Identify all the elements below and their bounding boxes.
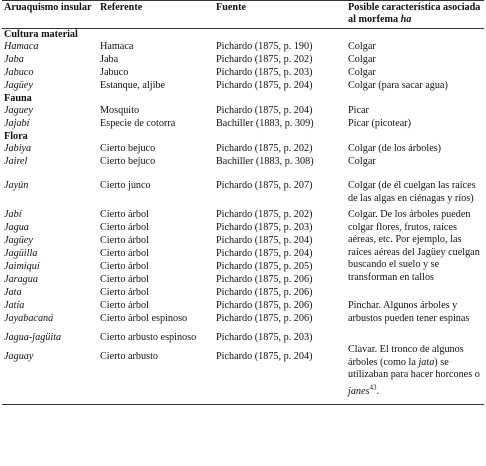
referent-cell: Cierto árbol <box>100 300 149 311</box>
source-cell: Pichardo (1875, p. 202) <box>216 54 313 65</box>
source-cell: Bachiller (1883, p. 309) <box>216 118 314 129</box>
source-cell: Pichardo (1875, p. 206) <box>216 300 313 311</box>
source-cell: Pichardo (1875, p. 205) <box>216 261 313 272</box>
table-row <box>2 67 484 80</box>
term-cell: Jagüilla <box>4 248 38 259</box>
table-row <box>2 209 484 222</box>
feature-cell: Pinchar. Algunos árboles y arbustos pueden tener espinas <box>348 300 470 324</box>
header-term: Aruaquismo insular <box>2 1 98 29</box>
table-row <box>2 169 484 209</box>
table-row <box>2 300 484 313</box>
header-referent: Referente <box>98 1 214 29</box>
table-row <box>2 326 484 344</box>
referent-cell: Cierto árbol <box>100 274 149 285</box>
section-title: Flora <box>4 131 28 142</box>
table-row <box>2 54 484 67</box>
referent-cell: Jabuco <box>100 67 129 78</box>
source-cell: Pichardo (1875, p. 203) <box>216 222 313 233</box>
referent-cell: Hamaca <box>100 41 134 52</box>
source-cell: Pichardo (1875, p. 204) <box>216 105 313 116</box>
source-cell: Pichardo (1875, p. 204) <box>216 235 313 246</box>
referent-cell: Cierto árbol espinoso <box>100 313 188 324</box>
source-cell: Pichardo (1875, p. 206) <box>216 274 313 285</box>
term-cell: Jatía <box>4 300 25 311</box>
source-cell: Pichardo (1875, p. 202) <box>216 143 313 154</box>
feature-cell: Colgar (de él cuelgan las raíces de las algas en ciénagas y ríos) <box>348 180 476 204</box>
term-cell: Jaguay <box>4 351 34 362</box>
term-cell: Hamaca <box>4 41 39 52</box>
term-cell: Jagua <box>4 222 29 233</box>
referent-cell: Cierto árbol <box>100 287 149 298</box>
source-cell: Pichardo (1875, p. 204) <box>216 351 313 362</box>
feature-cell: Colgar <box>348 156 376 167</box>
source-cell: Pichardo (1875, p. 204) <box>216 80 313 91</box>
term-cell: Jajabí <box>4 118 30 129</box>
header-feature <box>346 1 484 29</box>
source-cell: Pichardo (1875, p. 204) <box>216 248 313 259</box>
referent-cell: Cierto bejuco <box>100 156 156 167</box>
table-row <box>2 80 484 93</box>
table-row <box>2 156 484 169</box>
term-cell: Jagüey <box>4 235 33 246</box>
term-cell: Jabiya <box>4 143 32 154</box>
table-row <box>2 118 484 131</box>
referent-cell: Cierto árbol <box>100 248 149 259</box>
referent-cell: Cierto junco <box>100 180 151 191</box>
term-cell: Jaimiquí <box>4 261 40 272</box>
feature-cell <box>346 344 484 405</box>
feature-cell: Picar (picotear) <box>348 118 412 129</box>
term-cell: Jabí <box>4 209 22 220</box>
term-cell: Jayabacaná <box>4 313 54 324</box>
term-cell: Jaguey <box>4 105 33 116</box>
feature-cell: Picar <box>348 105 369 116</box>
referent-cell: Cierto bejuco <box>100 143 156 154</box>
feature-cell: Colgar (para sacar agua) <box>348 80 448 91</box>
section-header-row <box>2 131 484 143</box>
referent-cell: Cierto árbol <box>100 261 149 272</box>
feature-cell-empty <box>346 326 484 344</box>
source-cell: Pichardo (1875, p. 207) <box>216 180 313 191</box>
term-cell: Jairel <box>4 156 28 167</box>
referent-cell: Cierto árbol <box>100 209 149 220</box>
feature-cell: Colgar. De los árboles pueden colgar flores, frutos, raíces aéreas, etc. Por ejemplo, las raíces aéreas del Jagüey cuelgan buscando el suelo y se transforman en tallos <box>348 209 480 283</box>
term-cell: Jaragua <box>4 274 38 285</box>
term-cell: Jayún <box>4 180 29 191</box>
referent-cell: Estanque, aljibe <box>100 80 166 91</box>
referent-cell: Cierto arbusto espinoso <box>100 332 197 343</box>
feature-cell: Colgar <box>348 67 376 78</box>
source-cell: Pichardo (1875, p. 190) <box>216 41 313 52</box>
referent-cell: Cierto árbol <box>100 235 149 246</box>
feature-cell: Colgar <box>348 54 376 65</box>
table-row <box>2 143 484 156</box>
term-cell: Jaba <box>4 54 24 65</box>
table-row <box>2 344 484 405</box>
term-cell: Jabuco <box>4 67 34 78</box>
referent-cell: Especie de cotorra <box>100 118 176 129</box>
source-cell: Pichardo (1875, p. 202) <box>216 209 313 220</box>
table-header-row <box>2 1 484 29</box>
term-cell: Jagüey <box>4 80 33 91</box>
section-title: Cultura material <box>4 29 78 40</box>
source-cell: Pichardo (1875, p. 206) <box>216 313 313 324</box>
header-morpheme: ha <box>400 14 412 25</box>
feature-cell: Colgar (de los árboles) <box>348 143 442 154</box>
feature-text: Clavar. El tronco de algunos árboles (como la jata) se utilizaban para hacer horcones o janes$^{43}$. <box>348 344 480 397</box>
term-cell: Jagua-jagüita <box>4 332 62 343</box>
section-header-row <box>2 29 484 42</box>
feature-cell: Colgar <box>348 41 376 52</box>
term-cell: Jata <box>4 287 22 298</box>
referent-cell: Cierto arbusto <box>100 351 159 362</box>
referent-cell: Mosquito <box>100 105 140 116</box>
header-source: Fuente <box>214 1 346 29</box>
header-feature-text: Posible característica asociada al morfema <box>348 2 481 25</box>
section-header-row <box>2 93 484 105</box>
source-cell: Pichardo (1875, p. 203) <box>216 67 313 78</box>
section-title: Fauna <box>4 93 32 104</box>
source-cell: Pichardo (1875, p. 206) <box>216 287 313 298</box>
referent-cell: Cierto árbol <box>100 222 149 233</box>
referent-cell: Jaba <box>100 54 119 65</box>
morpheme-table <box>2 0 484 405</box>
table-row <box>2 41 484 54</box>
source-cell: Pichardo (1875, p. 203) <box>216 332 313 343</box>
source-cell: Bachiller (1883, p. 308) <box>216 156 314 167</box>
table-row <box>2 105 484 118</box>
